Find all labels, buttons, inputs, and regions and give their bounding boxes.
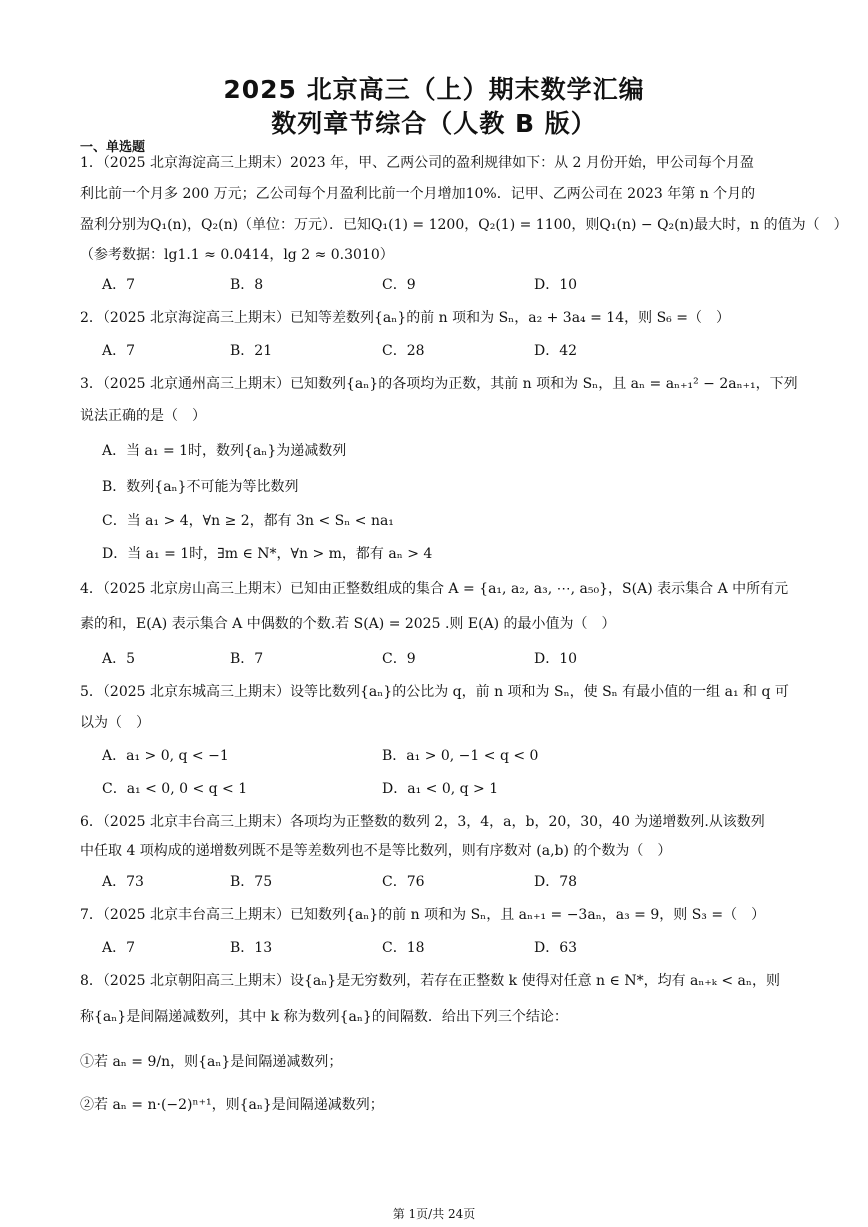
question-6-line-2: 中任取 4 项构成的递增数列既不是等差数列也不是等比数列，则有序数对 (a,b) 的个数为（ ） <box>80 843 672 859</box>
question-1-option-a: A．7 <box>102 277 136 293</box>
question-1-option-b: B．8 <box>230 277 264 293</box>
question-1-line-1: 1．（2025 北京海淀高三上期末）2023 年，甲、乙两公司的盈利规律如下：从 2 月份开始，甲公司每个月盈 <box>80 155 754 171</box>
question-7-option-a: A．7 <box>102 940 136 956</box>
question-8-line-4: ②若 aₙ = n·(−2)ⁿ⁺¹，则{aₙ}是间隔递减数列； <box>80 1097 384 1113</box>
page-title: 2025 北京高三（上）期末数学汇编 <box>223 75 645 104</box>
question-4-line-2: 素的和，E(A) 表示集合 A 中偶数的个数.若 S(A) = 2025 .则 E(A) 的最小值为（ ） <box>80 616 616 632</box>
question-3-option-c: C．当 a₁ > 4，∀n ≥ 2，都有 3n < Sₙ < na₁ <box>102 513 394 529</box>
question-6-option-a: A．73 <box>102 874 144 890</box>
question-5-option-c: C．a₁ < 0, 0 < q < 1 <box>102 781 248 797</box>
question-5-option-b: B．a₁ > 0, −1 < q < 0 <box>382 748 539 764</box>
question-6-option-b: B．75 <box>230 874 273 890</box>
question-5-option-d: D．a₁ < 0, q > 1 <box>382 781 499 797</box>
question-4-option-a: A．5 <box>102 651 136 667</box>
question-1-line-3: 盈利分别为Q₁(n)，Q₂(n)（单位：万元）．已知Q₁(1) = 1200，Q₂(1) = 1100，则Q₁(n) − Q₂(n)最大时，n 的值为（ ） <box>80 217 848 233</box>
question-1-line-2: 利比前一个月多 200 万元；乙公司每个月盈利比前一个月增加10%．记甲、乙两公司在 2023 年第 n 个月的 <box>80 186 756 202</box>
question-5-line-1: 5．（2025 北京东城高三上期末）设等比数列{aₙ}的公比为 q，前 n 项和为 Sₙ，使 Sₙ 有最小值的一组 a₁ 和 q 可 <box>80 684 789 700</box>
question-3-line-2: 说法正确的是（ ） <box>80 408 206 424</box>
question-7-line-1: 7．（2025 北京丰台高三上期末）已知数列{aₙ}的前 n 项和为 Sₙ，且 aₙ₊₁ = −3aₙ，a₃ = 9，则 S₃ =（ ） <box>80 907 766 923</box>
section-heading: 一、单选题 <box>80 140 146 155</box>
question-8-line-1: 8．（2025 北京朝阳高三上期末）设{aₙ}是无穷数列，若存在正整数 k 使得对任意 n ∈ N*，均有 aₙ₊ₖ < aₙ，则 <box>80 973 780 989</box>
question-4-option-c: C．9 <box>382 651 416 667</box>
question-8-line-2: 称{aₙ}是间隔递减数列，其中 k 称为数列{aₙ}的间隔数．给出下列三个结论： <box>80 1009 568 1025</box>
question-2-option-a: A．7 <box>102 343 136 359</box>
question-5-line-2: 以为（ ） <box>80 715 150 731</box>
question-6-line-1: 6．（2025 北京丰台高三上期末）各项均为正整数的数列 2，3，4，a，b，20，30，40 为递增数列.从该数列 <box>80 814 765 830</box>
question-1-option-d: D．10 <box>534 277 578 293</box>
question-7-option-b: B．13 <box>230 940 273 956</box>
question-6-option-c: C．76 <box>382 874 425 890</box>
question-6-option-d: D．78 <box>534 874 578 890</box>
page-subtitle: 数列章节综合（人教 B 版） <box>271 109 597 138</box>
question-3-option-d: D．当 a₁ = 1时，∃m ∈ N*，∀n > m，都有 aₙ > 4 <box>102 546 433 562</box>
question-4-option-d: D．10 <box>534 651 578 667</box>
question-3-option-a: A．当 a₁ = 1时，数列{aₙ}为递减数列 <box>102 443 347 459</box>
question-2-line-1: 2．（2025 北京海淀高三上期末）已知等差数列{aₙ}的前 n 项和为 Sₙ，a₂ + 3a₄ = 14，则 S₆ =（ ） <box>80 310 730 326</box>
question-7-option-d: D．63 <box>534 940 578 956</box>
question-4-option-b: B．7 <box>230 651 264 667</box>
question-5-option-a: A．a₁ > 0, q < −1 <box>102 748 229 764</box>
question-7-option-c: C．18 <box>382 940 425 956</box>
question-3-line-1: 3．（2025 北京通州高三上期末）已知数列{aₙ}的各项均为正数，其前 n 项和为 Sₙ，且 aₙ = aₙ₊₁² − 2aₙ₊₁，下列 <box>80 376 798 392</box>
question-3-option-b: B．数列{aₙ}不可能为等比数列 <box>102 479 299 495</box>
question-2-option-c: C．28 <box>382 343 425 359</box>
question-8-line-3: ①若 aₙ = 9/n，则{aₙ}是间隔递减数列； <box>80 1054 343 1070</box>
question-2-option-b: B．21 <box>230 343 273 359</box>
question-1-line-4: （参考数据：lg1.1 ≈ 0.0414，lg 2 ≈ 0.3010） <box>80 247 394 263</box>
page-footer: 第 1页/共 24页 <box>392 1207 476 1221</box>
question-2-option-d: D．42 <box>534 343 578 359</box>
question-4-line-1: 4．（2025 北京房山高三上期末）已知由正整数组成的集合 A = {a₁, a₂, a₃, ⋯, a₅₀}，S(A) 表示集合 A 中所有元 <box>80 581 789 597</box>
question-1-option-c: C．9 <box>382 277 416 293</box>
